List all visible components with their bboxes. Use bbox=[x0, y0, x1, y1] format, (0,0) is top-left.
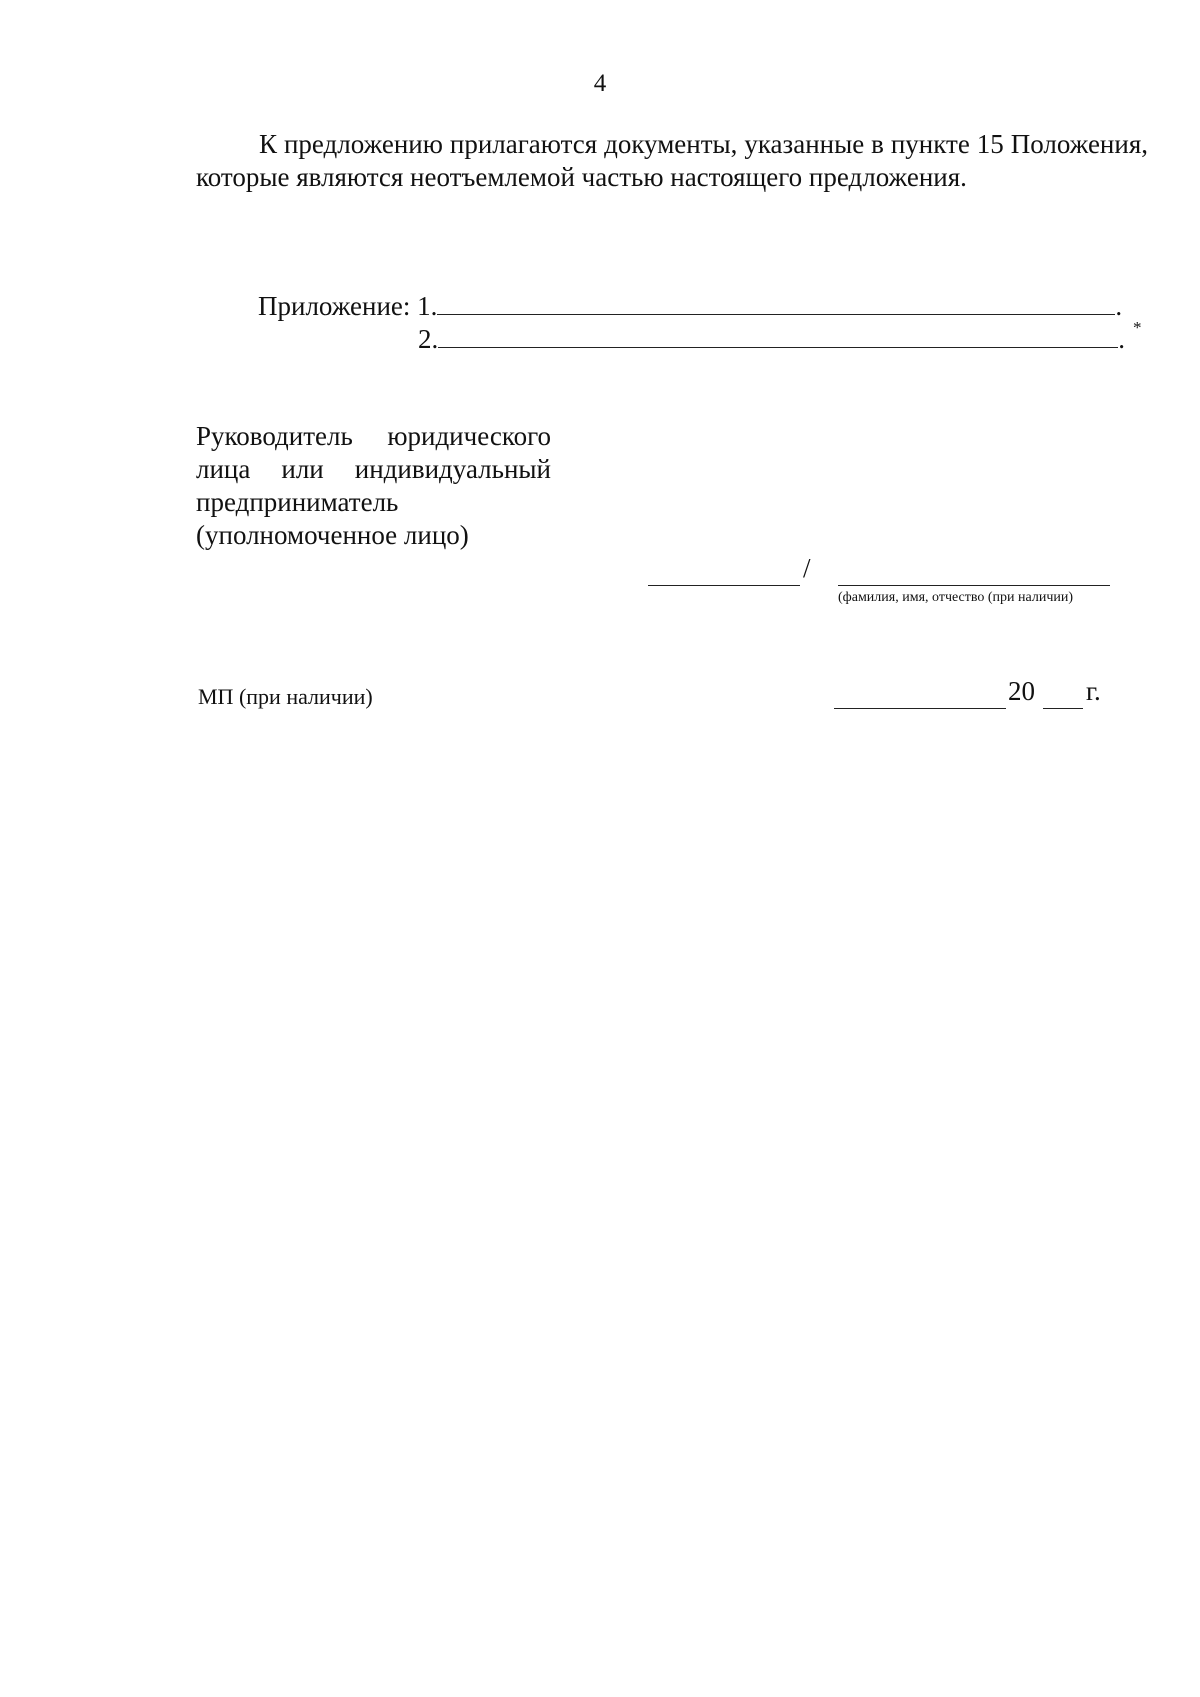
attachment-2-end: . bbox=[1118, 324, 1125, 354]
date-year-line[interactable] bbox=[1043, 708, 1083, 709]
signer-title: Руководитель юридического лица или индивидуальный предприниматель (уполномоченное лицо) bbox=[196, 421, 551, 550]
attachment-label: Приложение: 1. bbox=[258, 291, 438, 321]
date-day-month-line[interactable] bbox=[834, 708, 1006, 709]
attachment-1-end: . bbox=[1115, 291, 1123, 321]
full-name-line[interactable] bbox=[838, 585, 1110, 586]
attachment-2-number: 2. bbox=[418, 324, 439, 354]
attachment-2-blank[interactable] bbox=[438, 323, 1118, 348]
page-number: 4 bbox=[593, 70, 607, 97]
stamp-label: МП (при наличии) bbox=[198, 684, 373, 709]
attachment-line-1 bbox=[258, 290, 1122, 323]
signature-line[interactable] bbox=[648, 585, 800, 586]
date-suffix: г. bbox=[1086, 676, 1101, 706]
attachment-line-2 bbox=[418, 323, 1125, 356]
date-year-prefix: 20 bbox=[1008, 676, 1035, 706]
signature-slash: / bbox=[803, 553, 811, 583]
footnote-asterisk: * bbox=[1133, 318, 1142, 337]
full-name-caption: (фамилия, имя, отчество (при наличии) bbox=[838, 590, 1074, 605]
attachments-paragraph: К предложению прилагаются документы, указанные в пункте 15 Положения, которые являются неотъемлемой частью настоящего предложения. bbox=[196, 129, 1148, 192]
attachment-1-blank[interactable] bbox=[437, 290, 1115, 315]
